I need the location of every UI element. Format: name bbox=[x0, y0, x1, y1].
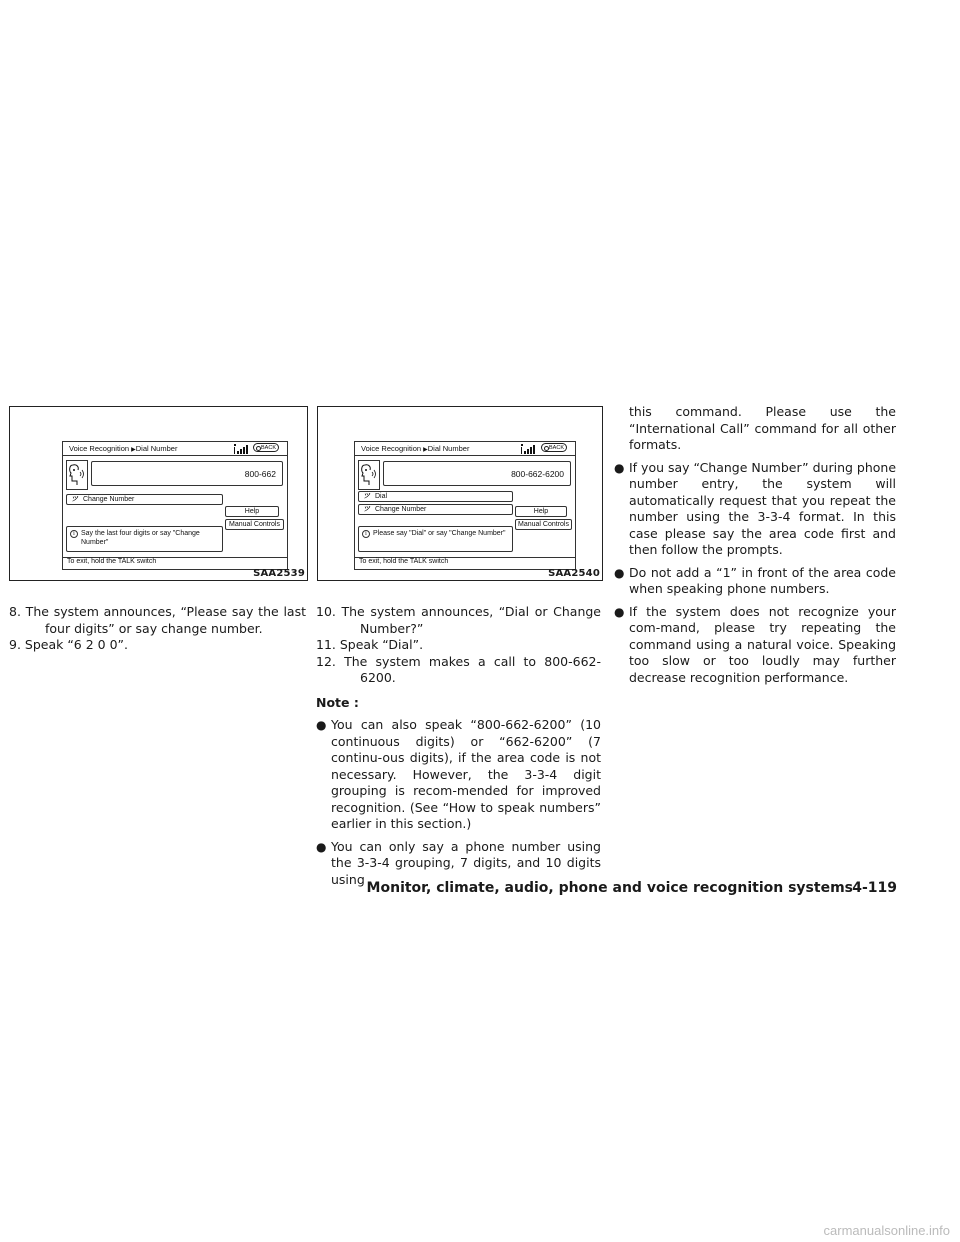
prompt-message-text: Say the last four digits or say "Change Number" bbox=[81, 530, 200, 546]
command-label: Dial bbox=[375, 493, 388, 500]
dialed-number-display: 800-662-6200 bbox=[383, 461, 571, 486]
column-3 bbox=[614, 404, 896, 686]
change-number-button[interactable] bbox=[66, 494, 223, 505]
step-8: 8. The system announces, “Please say the last four digits” or say change number. bbox=[9, 604, 306, 636]
watermark: carmanualsonline.info bbox=[823, 1223, 950, 1238]
step-12: 12. The system makes a call to 800-662-6200. bbox=[316, 653, 601, 685]
footer-section-title: Monitor, climate, audio, phone and voice recognition systems bbox=[366, 880, 853, 896]
screen-display bbox=[354, 441, 576, 570]
column-1 bbox=[9, 604, 306, 654]
step-11: 11. Speak “Dial”. bbox=[316, 637, 424, 652]
bullet-text: If the system does not recognize your com-mand, please try repeating the command using a natural voice. Speaking too slow or too loudly may further decrease recognition performance. bbox=[629, 603, 896, 685]
page-footer bbox=[0, 880, 960, 900]
info-icon: i bbox=[362, 530, 370, 538]
prompt-message-text: Please say "Dial" or say "Change Number" bbox=[373, 530, 506, 537]
signal-strength-icon bbox=[234, 444, 248, 454]
info-icon: i bbox=[70, 530, 78, 538]
prompt-message-box bbox=[358, 526, 513, 552]
bullet-icon: ● bbox=[316, 839, 327, 854]
manual-controls-button[interactable]: Manual Controls bbox=[225, 519, 284, 530]
help-button[interactable]: Help bbox=[515, 506, 567, 517]
back-label: BACK bbox=[549, 445, 564, 451]
command-label: Change Number bbox=[375, 506, 427, 513]
exit-instruction: To exit, hold the TALK switch bbox=[67, 558, 157, 565]
bullet-item bbox=[614, 604, 896, 687]
change-number-button[interactable] bbox=[358, 504, 513, 515]
step-10: 10. The system announces, “Dial or Change Number?” bbox=[316, 604, 601, 636]
bullet-icon: ● bbox=[614, 460, 625, 475]
bullet-item bbox=[316, 717, 601, 833]
breadcrumb-voice-recognition: Voice Recognition bbox=[69, 444, 130, 453]
exit-instruction: To exit, hold the TALK switch bbox=[359, 558, 449, 565]
title-divider bbox=[63, 455, 287, 456]
breadcrumb-dial-number: Dial Number bbox=[135, 444, 178, 453]
arrow-right-icon: ▶ bbox=[423, 447, 428, 453]
voice-command-icon: ツ bbox=[363, 506, 370, 513]
breadcrumb-dial-number: Dial Number bbox=[427, 444, 470, 453]
figure-saa2539 bbox=[9, 406, 308, 581]
note-heading: Note : bbox=[316, 694, 359, 710]
bullet-icon: ● bbox=[614, 604, 625, 619]
back-button[interactable] bbox=[253, 443, 279, 452]
bullet-text: You can also speak “800-662-6200” (10 continuous digits) or “662-6200” (7 continu-ous digits), if the area code is not necessary. However, the 3-3-4 digit grouping is recom-mended for improved recognition. (See “How to speak numbers” earlier in this section.) bbox=[331, 717, 601, 831]
back-label: BACK bbox=[261, 445, 276, 451]
step-9: 9. Speak “6 2 0 0”. bbox=[9, 637, 128, 652]
command-label: Change Number bbox=[83, 496, 135, 503]
screen-title bbox=[69, 444, 177, 453]
bullet-text: If you say “Change Number” during phone number entry, the system will automatically request that you repeat the number using the 3-3-4 format. In this case please say the area code first and then follow the prompts. bbox=[629, 459, 897, 557]
bullet-continuation: this command. Please use the “International Call” command for all other formats. bbox=[629, 404, 896, 452]
screen-display bbox=[62, 441, 288, 570]
back-dot-icon bbox=[544, 446, 549, 451]
prompt-message-box bbox=[66, 526, 223, 552]
signal-strength-icon bbox=[521, 444, 535, 454]
bullet-icon: ● bbox=[614, 565, 625, 580]
speaking-face-icon bbox=[66, 460, 88, 490]
speaking-face-icon bbox=[358, 460, 380, 490]
bullet-item bbox=[614, 460, 896, 559]
figure-label: SAA2539 bbox=[253, 568, 305, 579]
voice-command-icon: ツ bbox=[71, 496, 78, 503]
manual-controls-button[interactable]: Manual Controls bbox=[515, 519, 572, 530]
figure-label: SAA2540 bbox=[548, 568, 600, 579]
screen-title bbox=[361, 444, 469, 453]
arrow-right-icon: ▶ bbox=[131, 447, 136, 453]
figure-saa2540 bbox=[317, 406, 603, 581]
help-button[interactable]: Help bbox=[225, 506, 279, 517]
dialed-number-display: 800-662 bbox=[91, 461, 283, 486]
back-dot-icon bbox=[256, 446, 261, 451]
bullet-text: You can only say a phone number using the 3-3-4 grouping, 7 digits, and 10 digits using bbox=[331, 838, 601, 887]
dial-button[interactable] bbox=[358, 491, 513, 502]
title-divider bbox=[355, 455, 575, 456]
bullet-text: Do not add a “1” in front of the area code when speaking phone numbers. bbox=[629, 564, 896, 596]
column-2 bbox=[316, 604, 601, 888]
bullet-icon: ● bbox=[316, 718, 327, 732]
breadcrumb-voice-recognition: Voice Recognition bbox=[361, 444, 422, 453]
page-number: 4-119 bbox=[852, 880, 897, 896]
voice-command-icon: ツ bbox=[363, 493, 370, 500]
bullet-item bbox=[614, 565, 896, 598]
back-button[interactable] bbox=[541, 443, 567, 452]
